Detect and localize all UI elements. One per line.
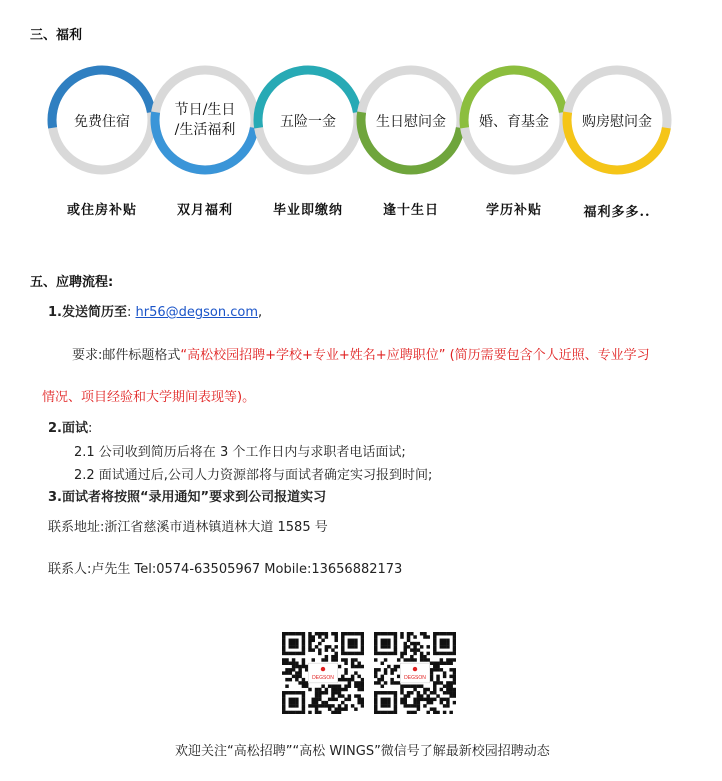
step2-label: 2.面试: [48, 421, 88, 436]
requirement-red-2: 情况、项目经验和大学期间表现等)。: [42, 390, 256, 405]
process-heading: 五、应聘流程:: [30, 275, 114, 290]
benefit-caption: 学历补贴: [485, 203, 542, 218]
step1-colon: :: [126, 305, 132, 320]
email-link[interactable]: hr56@degson.com: [135, 305, 259, 320]
benefits-heading: 三、福利: [30, 28, 83, 43]
ring-label: 五险一金: [280, 114, 336, 130]
step2-line: [48, 417, 92, 436]
step1-label: 1.发送简历至: [48, 305, 127, 320]
qr-logo-text: DEGSON: [404, 674, 426, 681]
address: 联系地址:浙江省慈溪市逍林镇逍林大道 1585 号: [48, 520, 328, 535]
qr-code-recruitment[interactable]: [282, 632, 364, 714]
requirement-line-1: [72, 344, 650, 363]
benefits-rings: [46, 56, 700, 186]
ring-label: 婚、育基金: [479, 114, 549, 130]
benefit-ring-2: [155, 70, 255, 170]
step2-2: 2.2 面试通过后,公司人力资源部将与面试者确定实习报到时间;: [74, 468, 433, 483]
benefit-ring-6: [567, 70, 667, 170]
benefit-caption: 或住房补贴: [66, 203, 137, 218]
benefit-caption: 福利多多..: [583, 205, 651, 220]
step2-colon: :: [87, 421, 93, 436]
requirement-prefix: 要求:邮件标题格式: [72, 348, 181, 363]
step1-comma: ,: [258, 305, 263, 320]
benefit-caption: 双月福利: [176, 203, 233, 218]
step3: 3.面试者将按照“录用通知”要求到公司报道实习: [48, 490, 327, 505]
qr-code-wings[interactable]: [374, 632, 456, 714]
ring-label: /生活福利: [174, 122, 236, 138]
benefit-ring-1: [52, 70, 152, 170]
step1-line: [48, 301, 262, 320]
contact: 联系人:卢先生 Tel:0574-63505967 Mobile:13656882173: [48, 562, 403, 577]
ring-label: 节日/生日: [174, 102, 236, 118]
benefit-ring-3: [258, 70, 358, 170]
benefit-caption: 逢十生日: [382, 203, 439, 218]
benefit-caption: 毕业即缴纳: [272, 203, 343, 218]
ring-label: 生日慰问金: [376, 114, 446, 130]
requirement-red-1: “高松校园招聘+学校+专业+姓名+应聘职位” (简历需要包含个人近照、专业学习: [180, 348, 650, 363]
ring-label: 免费住宿: [74, 114, 130, 130]
ring-label: 购房慰问金: [582, 114, 652, 130]
follow-text: 欢迎关注“高松招聘”“高松 WINGS”微信号了解最新校园招聘动态: [175, 744, 550, 759]
step2-1: 2.1 公司收到简历后将在 3 个工作日内与求职者电话面试;: [74, 445, 406, 460]
qr-logo-text: DEGSON: [312, 674, 334, 681]
benefit-ring-4: [361, 70, 461, 170]
benefit-ring-5: [464, 70, 564, 170]
